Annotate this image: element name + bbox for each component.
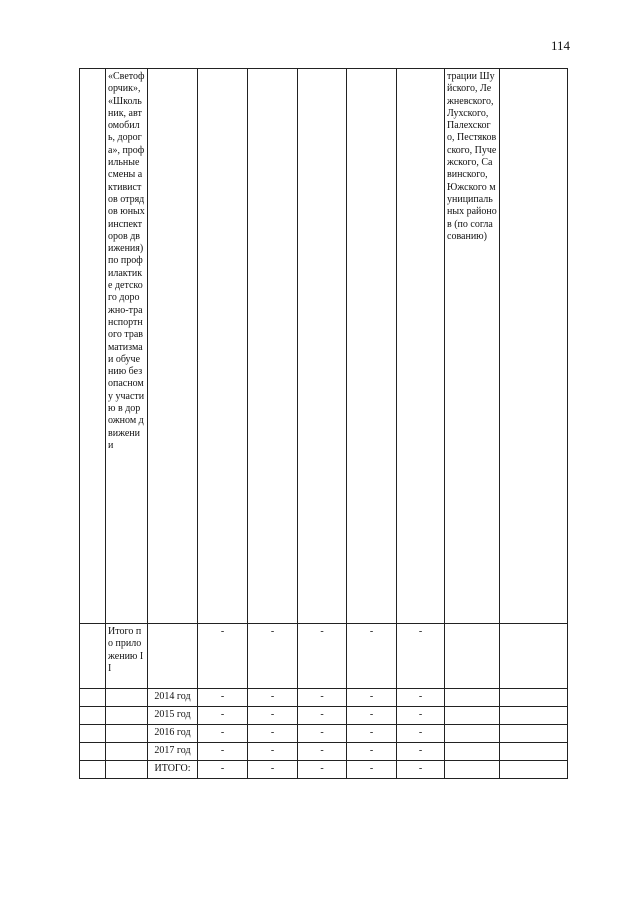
value-cell: - bbox=[248, 725, 298, 743]
value-cell: - bbox=[347, 725, 397, 743]
value-cell: - bbox=[298, 743, 347, 761]
value-cell: - bbox=[347, 743, 397, 761]
value-cell: - bbox=[198, 725, 248, 743]
cell-result bbox=[500, 725, 568, 743]
cell-result bbox=[500, 624, 568, 689]
value-cell: - bbox=[397, 743, 445, 761]
value-cell: - bbox=[248, 743, 298, 761]
total-annex-row bbox=[80, 624, 568, 689]
cell-label bbox=[106, 761, 148, 779]
year-label: 2016 год bbox=[148, 725, 198, 743]
cell-year bbox=[148, 624, 198, 689]
grand-total-row bbox=[80, 761, 568, 779]
value-cell: - bbox=[198, 761, 248, 779]
cell-result bbox=[500, 689, 568, 707]
total-annex-label: Итого по приложению II bbox=[106, 624, 148, 689]
cell-executor bbox=[445, 707, 500, 725]
cell-result bbox=[500, 761, 568, 779]
year-label: 2014 год bbox=[148, 689, 198, 707]
grand-total-label: ИТОГО: bbox=[148, 761, 198, 779]
cell-number bbox=[80, 69, 106, 624]
value-cell: - bbox=[397, 689, 445, 707]
cell-label bbox=[106, 725, 148, 743]
value-cell: - bbox=[298, 689, 347, 707]
cell-number bbox=[80, 689, 106, 707]
cell-value bbox=[248, 69, 298, 624]
value-cell: - bbox=[347, 689, 397, 707]
cell-label bbox=[106, 743, 148, 761]
cell-value bbox=[397, 69, 445, 624]
value-cell: - bbox=[248, 761, 298, 779]
cell-result bbox=[500, 707, 568, 725]
value-cell: - bbox=[198, 689, 248, 707]
value-cell: - bbox=[397, 725, 445, 743]
value-cell: - bbox=[298, 624, 347, 689]
cell-year bbox=[148, 69, 198, 624]
page-number: 114 bbox=[550, 38, 570, 53]
value-cell: - bbox=[397, 624, 445, 689]
value-cell: - bbox=[347, 707, 397, 725]
funding-table bbox=[79, 68, 568, 779]
value-cell: - bbox=[198, 707, 248, 725]
cell-number bbox=[80, 761, 106, 779]
cell-label bbox=[106, 707, 148, 725]
year-row bbox=[80, 689, 568, 707]
value-cell: - bbox=[248, 624, 298, 689]
value-cell: - bbox=[298, 707, 347, 725]
cell-executor bbox=[445, 689, 500, 707]
value-cell: - bbox=[248, 689, 298, 707]
cell-label bbox=[106, 689, 148, 707]
cell-result bbox=[500, 69, 568, 624]
cell-number bbox=[80, 624, 106, 689]
cell-value bbox=[198, 69, 248, 624]
year-row bbox=[80, 707, 568, 725]
event-executor: трации Шуйского, Лежневского, Лухского, Палехского, Пестяковского, Пучежского, Савинского, Южского муниципальных районов (по согласованию) bbox=[445, 69, 500, 624]
cell-executor bbox=[445, 761, 500, 779]
year-row bbox=[80, 743, 568, 761]
cell-number bbox=[80, 725, 106, 743]
cell-result bbox=[500, 743, 568, 761]
value-cell: - bbox=[198, 743, 248, 761]
cell-executor bbox=[445, 743, 500, 761]
cell-value bbox=[347, 69, 397, 624]
year-label: 2017 год bbox=[148, 743, 198, 761]
cell-value bbox=[298, 69, 347, 624]
value-cell: - bbox=[397, 761, 445, 779]
value-cell: - bbox=[298, 761, 347, 779]
value-cell: - bbox=[198, 624, 248, 689]
value-cell: - bbox=[248, 707, 298, 725]
year-row bbox=[80, 725, 568, 743]
event-row bbox=[80, 69, 568, 624]
year-label: 2015 год bbox=[148, 707, 198, 725]
event-description: «Светофорчик», «Школьник, автомобиль, дорога», профильные смены активистов отрядов юных инспекторов движения) по профилактике детского дорожно-транспортного травматизма и обучению безопасному участию в дорожном движении bbox=[106, 69, 148, 624]
value-cell: - bbox=[298, 725, 347, 743]
value-cell: - bbox=[397, 707, 445, 725]
cell-number bbox=[80, 743, 106, 761]
cell-executor bbox=[445, 624, 500, 689]
value-cell: - bbox=[347, 624, 397, 689]
cell-executor bbox=[445, 725, 500, 743]
cell-number bbox=[80, 707, 106, 725]
value-cell: - bbox=[347, 761, 397, 779]
